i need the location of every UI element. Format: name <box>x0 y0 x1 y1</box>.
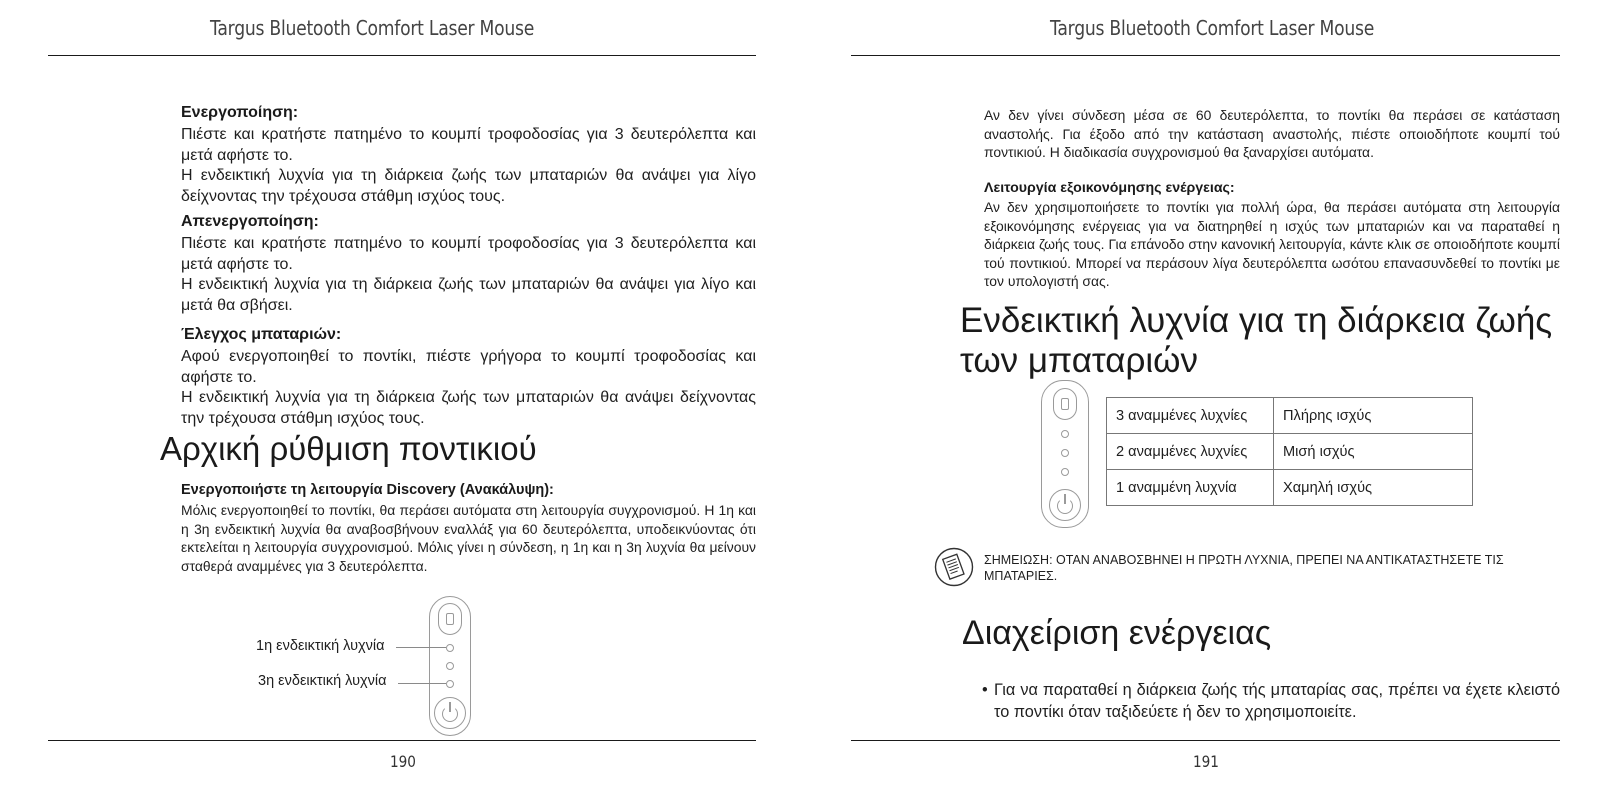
power-on-text-2: Η ενδεικτική λυχνία για τη διάρκεια ζωής των μπαταριών θα ανάψει για λίγο δείχνοντας την τρέχουσα στάθμη ισχύος τους. <box>181 167 756 205</box>
bluetooth-button-icon <box>1053 388 1077 420</box>
table-row <box>1107 470 1473 506</box>
led-3 <box>1061 468 1069 476</box>
table-row <box>1107 434 1473 470</box>
callout-led-1: 1η ενδεικτική λυχνία <box>256 638 385 654</box>
footer-rule <box>851 740 1560 741</box>
callout-line-1 <box>396 647 446 648</box>
header-rule <box>48 55 756 56</box>
bullet-icon: • <box>982 681 988 699</box>
table-cell: 1 αναμμένη λυχνία <box>1107 470 1274 506</box>
page-number: 191 <box>1193 752 1219 771</box>
power-on-heading: Ενεργοποίηση: <box>181 104 299 121</box>
led-2 <box>446 662 454 670</box>
bullet-text: Για να παραταθεί η διάρκεια ζωής τής μπαταρίας σας, πρέπει να έχετε κλειστό το ποντίκι όταν ταξιδεύετε ή δεν το χρησιμοποιείτε. <box>994 681 1560 721</box>
table-cell: Μισή ισχύς <box>1274 434 1473 470</box>
led-1 <box>446 644 454 652</box>
power-saving-text: Αν δεν χρησιμοποιήσετε το ποντίκι για πολλή ώρα, θα περάσει αυτόματα στη λειτουργία εξοικονόμησης ενέργειας για να διατηρηθεί η ισχύς των μπαταριών και να παραταθεί η διάρκεια ζωής τους. Για επάνοδο στην κανονική λειτουργία, κάντε κλικ σε οποιοδήποτε κουμπί τού ποντικιού. Μπορεί να περάσουν λίγα δευτερόλεπτα ωσότου επανασυνδεθεί το ποντίκι με τον υπολογιστή σας. <box>984 199 1560 290</box>
table-cell: Πλήρης ισχύς <box>1274 398 1473 434</box>
table-row <box>1107 398 1473 434</box>
running-title: Targus Bluetooth Comfort Laser Mouse <box>1050 16 1375 40</box>
discovery-text: Μόλις ενεργοποιηθεί το ποντίκι, θα περάσει αυτόματα στη λειτουργία συγχρονισμού. Η 1η και η 3η ενδεικτική λυχνία θα αναβοσβήνουν εναλλάξ για 60 δευτερόλεπτα, υποδεικνύοντας ότι εκτελείται η λειτουργία συγχρονισμού. Μόλις γίνει η σύνδεση, η 1η και η 3η λυχνία θα μείνουν σταθερά αναμμένες για 3 δευτερόλεπτα. <box>181 502 756 574</box>
mouse-illustration <box>429 596 471 736</box>
running-title: Targus Bluetooth Comfort Laser Mouse <box>210 16 535 40</box>
led-3 <box>446 680 454 688</box>
battery-status-table <box>1106 397 1473 506</box>
power-on-text-1: Πιέστε και κρατήστε πατημένο το κουμπί τροφοδοσίας για 3 δευτερόλεπτα και μετά αφήστε το. <box>181 126 756 164</box>
power-off-text-2: Η ενδεικτική λυχνία για τη διάρκεια ζωής των μπαταριών θα ανάψει για λίγο και μετά θα σβήσει. <box>181 276 756 314</box>
table-cell: 2 αναμμένες λυχνίες <box>1107 434 1274 470</box>
power-management-title: Διαχείριση ενέργειας <box>962 614 1272 652</box>
mouse-illustration <box>1041 380 1089 528</box>
table-cell: 3 αναμμένες λυχνίες <box>1107 398 1274 434</box>
note-icon <box>934 547 974 587</box>
list-item <box>982 679 1560 723</box>
header-rule <box>851 55 1560 56</box>
bluetooth-button-icon <box>438 603 462 635</box>
page-number: 190 <box>390 752 416 771</box>
callout-led-3: 3η ενδεικτική λυχνία <box>258 673 387 689</box>
discovery-heading: Ενεργοποιήστε τη λειτουργία Discovery (Ανακάλυψη): <box>181 482 554 498</box>
battery-indicator-title-line-1: Ενδεικτική λυχνία για τη διάρκεια ζωής <box>960 301 1553 340</box>
table-cell: Χαμηλή ισχύς <box>1274 470 1473 506</box>
battery-indicator-title-line-2: των μπαταριών <box>960 341 1199 380</box>
battery-check-text-1: Αφού ενεργοποιηθεί το ποντίκι, πιέστε γρήγορα το κουμπί τροφοδοσίας και αφήστε το. <box>181 348 756 386</box>
power-button-icon <box>1049 489 1081 521</box>
led-2 <box>1061 449 1069 457</box>
power-off-text-1: Πιέστε και κρατήστε πατημένο το κουμπί τροφοδοσίας για 3 δευτερόλεπτα και μετά αφήστε το. <box>181 235 756 273</box>
footer-rule <box>48 740 756 741</box>
led-1 <box>1061 430 1069 438</box>
battery-check-text-2: Η ενδεικτική λυχνία για τη διάρκεια ζωής των μπαταριών θα ανάψει δείχνοντας την τρέχουσα στάθμη ισχύος τους. <box>181 389 756 427</box>
power-off-heading: Απενεργοποίηση: <box>181 213 319 230</box>
callout-line-3 <box>398 683 446 684</box>
battery-check-heading: Έλεγχος μπαταριών: <box>181 326 342 343</box>
power-button-icon <box>434 697 466 729</box>
power-saving-heading: Λειτουργία εξοικονόμησης ενέργειας: <box>984 180 1235 196</box>
battery-note: ΣΗΜΕΙΩΣΗ: ΟΤΑΝ ΑΝΑΒΟΣΒΗΝΕΙ Η ΠΡΩΤΗ ΛΥΧΝΙΑ, ΠΡΕΠΕΙ ΝΑ ΑΝΤΙΚΑΤΑΣΤΗΣΕΤΕ ΤΙΣ ΜΠΑΤΑΡΙΕΣ. <box>984 553 1504 583</box>
sync-timeout-text: Αν δεν γίνει σύνδεση μέσα σε 60 δευτερόλεπτα, το ποντίκι θα περάσει σε κατάσταση αναστολής. Για έξοδο από την κατάσταση αναστολής, πιέστε οποιοδήποτε κουμπί τού ποντικιού. Η διαδικασία συγχρονισμού θα ξαναρχίσει αυτόματα. <box>984 107 1560 161</box>
setup-title: Αρχική ρύθμιση ποντικιού <box>160 430 537 467</box>
